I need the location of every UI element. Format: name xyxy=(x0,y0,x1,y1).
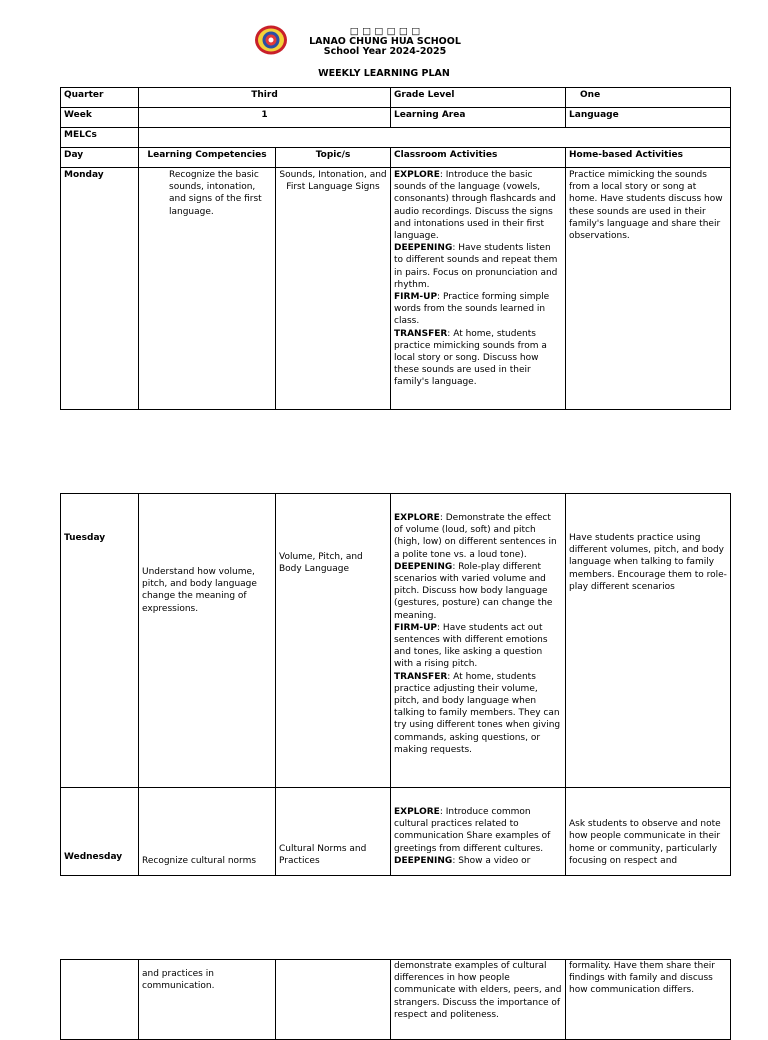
grade-level-value: One xyxy=(566,88,731,108)
monday-firmup-text: : Practice forming simple words from the sounds learned in class. xyxy=(394,292,550,327)
learning-area-value: Language xyxy=(566,108,731,128)
monday-transfer-text: : At home, students practice mimicking sounds from a local story or song. Discuss how these sounds are used in their family's language. xyxy=(394,328,547,388)
column-header-classroom: Classroom Activities xyxy=(391,148,566,168)
tuesday-day: Tuesday xyxy=(61,494,139,788)
column-header-home: Home-based Activities xyxy=(566,148,731,168)
wednesday-topic: Cultural Norms and Practices xyxy=(276,788,391,876)
column-header-day: Day xyxy=(61,148,139,168)
tuesday-competency: Understand how volume, pitch, and body language change the meaning of expressions. xyxy=(139,494,276,788)
wednesday-cont-day xyxy=(61,960,139,1040)
melcs-label: MELCs xyxy=(61,128,139,148)
wednesday-explore-text: : Introduce common cultural practices related to communication Share examples of greetings from different cultures. xyxy=(394,806,551,854)
tuesday-deepening-label: DEEPENING xyxy=(394,561,453,572)
quarter-value: Third xyxy=(139,88,391,108)
tuesday-home-activities: Have students practice using different volumes, pitch, and body language when talking to family members. Encourage them to role-play different scenarios xyxy=(566,494,731,788)
column-header-competencies: Learning Competencies xyxy=(139,148,276,168)
monday-deepening-label: DEEPENING xyxy=(394,243,453,254)
document-title: WEEKLY LEARNING PLAN xyxy=(318,68,450,79)
wednesday-home-activities: Ask students to observe and note how people communicate in their home or community, particularly focusing on respect and xyxy=(566,788,731,876)
plan-table-page-1 xyxy=(60,87,731,410)
week-value: 1 xyxy=(139,108,391,128)
monday-explore-text: : Introduce the basic sounds of the language (vowels, consonants) through flashcards and audio recordings. Discuss the signs and intonations used in their first language. xyxy=(394,170,556,242)
school-year: School Year 2024-2025 xyxy=(323,46,447,57)
monday-topic: Sounds, Intonation, and First Language Signs xyxy=(276,168,391,410)
wednesday-cont-classroom: demonstrate examples of cultural differences in how people communicate with elders, peers, and strangers. Discuss the importance of respect and politeness. xyxy=(391,960,566,1040)
monday-day: Monday xyxy=(61,168,139,410)
wednesday-cont-home: formality. Have them share their findings with family and discuss how communication differs. xyxy=(566,960,731,1040)
tuesday-topic: Volume, Pitch, and Body Language xyxy=(276,494,391,788)
wednesday-competency: Recognize cultural norms xyxy=(139,788,276,876)
monday-classroom-activities xyxy=(391,168,566,410)
monday-explore-label: EXPLORE xyxy=(394,170,440,180)
plan-table-page-3 xyxy=(60,959,731,1040)
school-name: LANAO CHUNG HUA SCHOOL xyxy=(309,36,461,47)
quarter-label: Quarter xyxy=(61,88,139,108)
monday-deepening-text: : Have students listen to different sounds and repeat them in pairs. Focus on pronunciation and rhythm. xyxy=(394,243,558,290)
wednesday-explore-label: EXPLORE xyxy=(394,806,440,817)
plan-table-page-2 xyxy=(60,493,731,876)
week-label: Week xyxy=(61,108,139,128)
tuesday-classroom-activities xyxy=(391,494,566,788)
tuesday-firmup-label: FIRM-UP xyxy=(394,622,438,633)
tuesday-transfer-label: TRANSFER xyxy=(394,671,448,682)
tuesday-deepening-text: : Role-play different scenarios with varied volume and pitch. Discuss how body language (gestures, posture) can change the meaning. xyxy=(394,561,553,621)
tuesday-explore-label: EXPLORE xyxy=(394,513,440,523)
wednesday-deepening-label: DEEPENING xyxy=(394,855,453,866)
monday-competency: Recognize the basic sounds, intonation, and signs of the first language. xyxy=(139,168,276,410)
monday-home-activities: Practice mimicking the sounds from a local story or song at home. Have students discuss how these sounds are used in their family's language and share their observations. xyxy=(566,168,731,410)
wednesday-classroom-activities xyxy=(391,788,566,876)
column-header-topics: Topic/s xyxy=(276,148,391,168)
tuesday-explore-text: : Demonstrate the effect of volume (loud, soft) and pitch (high, low) on different sentences in a polite tone vs. a loud tone). xyxy=(394,513,557,560)
wednesday-deepening-text: : Show a video or xyxy=(452,855,531,866)
melcs-value xyxy=(139,128,731,148)
learning-area-label: Learning Area xyxy=(391,108,566,128)
tuesday-transfer-text: : At home, students practice adjusting their volume, pitch, and body language when talking to family members. They can try using different tones when giving commands, asking questions, or making requests. xyxy=(394,671,561,755)
grade-level-label: Grade Level xyxy=(391,88,566,108)
wednesday-day: Wednesday xyxy=(61,788,139,876)
wednesday-cont-competency: and practices in communication. xyxy=(139,960,276,1040)
school-chinese-name: □ □ □ □ □ □ xyxy=(349,26,421,37)
monday-transfer-label: TRANSFER xyxy=(394,328,448,339)
monday-firmup-label: FIRM-UP xyxy=(394,292,438,303)
wednesday-cont-topic xyxy=(276,960,391,1040)
tuesday-firmup-text: : Have students act out sentences with different emotions and tones, like asking a question with a rising pitch. xyxy=(394,622,548,670)
